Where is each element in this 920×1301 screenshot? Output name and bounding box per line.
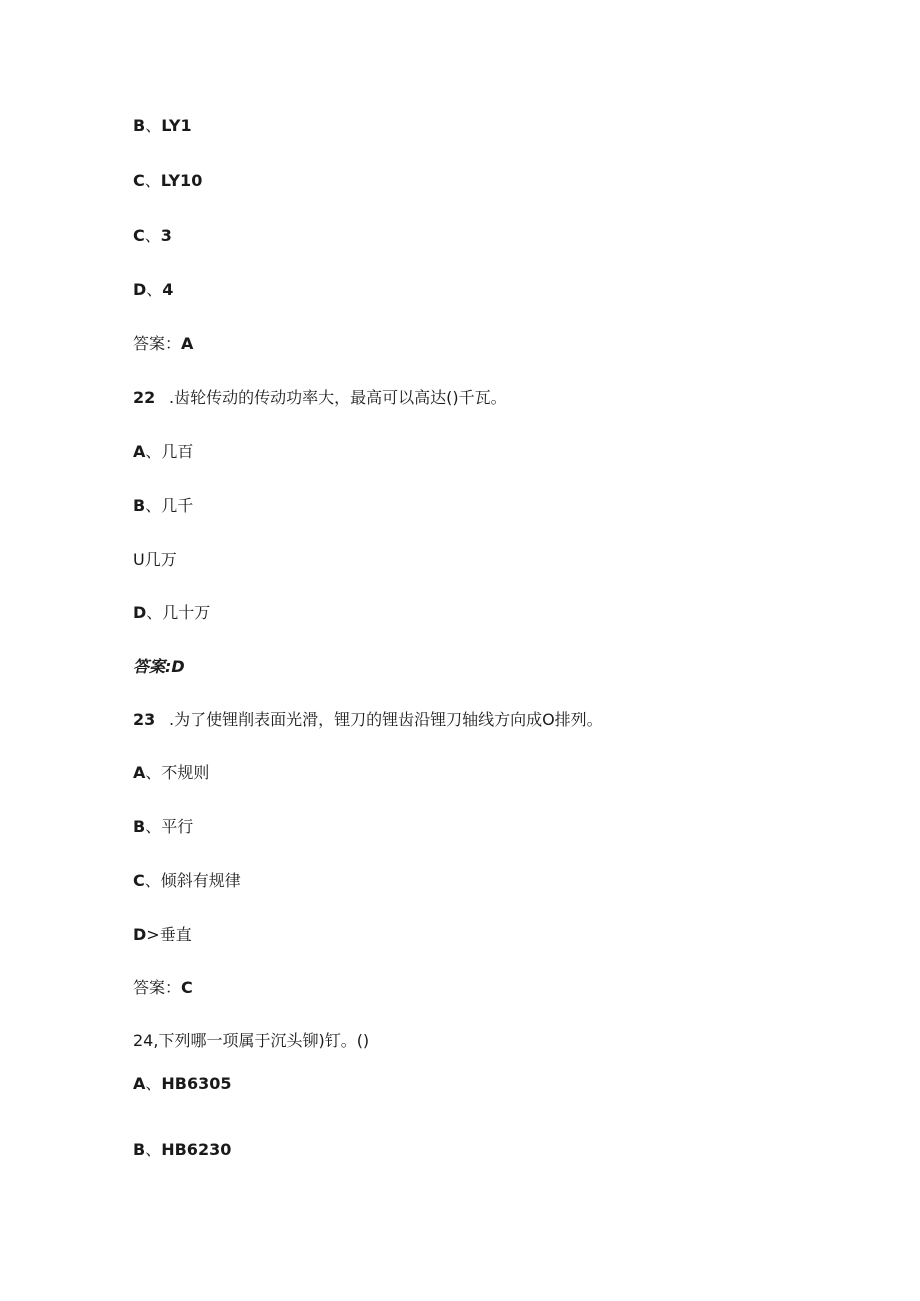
question-line: 23 .为了使锂削表面光滑，锂刀的锂齿沿锂刀轴线方向成O排列。 [133,710,603,729]
option-line: B、平行 [133,817,194,836]
answer-line: 答案：C [133,978,193,997]
option-line: A、HB6305 [133,1074,232,1093]
option-line: D>垂直 [133,925,192,944]
answer-line: 答案:D [133,657,185,676]
plain-line: U几万 [133,550,177,569]
option-line: C、倾斜有规律 [133,871,241,890]
question-line: 24,下列哪一项属于沉头铆)钉。() [133,1031,370,1050]
option-line: C、LY10 [133,171,203,190]
question-line: 22 .齿轮传动的传动功率大，最高可以高达()千瓦。 [133,388,507,407]
option-line: D、几十万 [133,603,211,622]
option-line: B、HB6230 [133,1140,232,1159]
option-line: B、几千 [133,496,194,515]
option-line: B、LY1 [133,116,192,135]
answer-line: 答案：A [133,334,194,353]
option-line: D、4 [133,280,174,299]
option-line: A、不规则 [133,763,210,782]
option-line: C、3 [133,226,172,245]
option-line: A、几百 [133,442,194,461]
